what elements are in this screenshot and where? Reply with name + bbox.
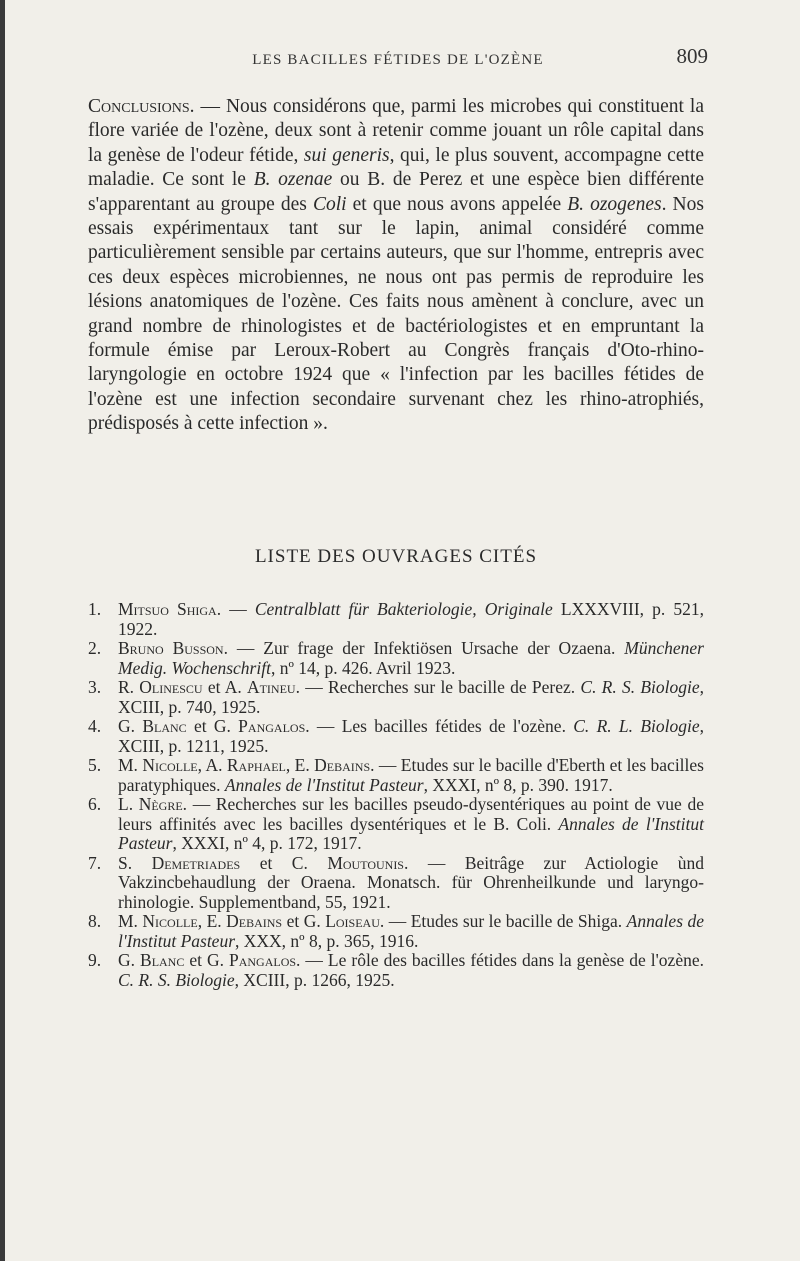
reference-text: S.: [118, 852, 152, 873]
reference-author: Debains: [226, 911, 283, 931]
reference-number: 4.: [88, 716, 102, 736]
reference-source: C. R. S. Biologie: [118, 969, 235, 990]
reference-text: G.: [118, 716, 143, 736]
reference-text: , XCIII, p. 740, 1925.: [118, 677, 704, 717]
conclusions-text: , qui, le plus souvent, accompagne cette maladie. Ce sont le: [88, 144, 704, 191]
conclusions-text: ou B. de Perez et une espèce bien différente s'apparentant au groupe des: [88, 169, 705, 215]
reference-text: — Le rôle des bacilles fétides dans la genèse de l'ozène.: [300, 950, 704, 970]
reference-text: G.: [118, 950, 141, 970]
reference-text: , A.: [197, 755, 227, 775]
reference-author: Blanc: [140, 950, 185, 970]
bibliography-title: LISTE DES OUVRAGES CITÉS: [254, 546, 538, 567]
reference-text: , XXXI, nº 8, p. 390. 1917.: [423, 774, 613, 795]
reference-author: Demetriades: [151, 852, 241, 873]
reference-text: — Etudes sur le bacille d'Eberth et les bacilles paratyphiques.: [118, 755, 704, 795]
reference-item: [88, 639, 704, 678]
conclusions-italic: B. ozenae: [253, 169, 333, 191]
reference-item: [88, 756, 704, 795]
reference-number: 5.: [88, 755, 102, 775]
conclusions-text: — Nous considérons que, parmi les microbes qui constituent la flore variée de l'ozène, deux sont à retenir comme jouant un rôle capital dans la genèse de l'odeur fétide,: [88, 96, 704, 166]
reference-author: Nicolle: [142, 911, 198, 931]
reference-source: Annales de l'Institut Pasteur: [224, 774, 424, 795]
conclusions-text: et que nous avons appelée: [346, 193, 568, 215]
reference-author: Debains.: [314, 755, 375, 775]
reference-text: — Etudes sur le bacille de Shiga.: [384, 911, 627, 931]
reference-author: Pangalos.: [238, 716, 310, 736]
reference-source: Annales de l'Institut Pasteur: [118, 813, 705, 853]
reference-item: [88, 795, 704, 854]
reference-author: Moutounis.: [327, 852, 409, 873]
page-header: [88, 44, 708, 78]
reference-source: C. R. L. Biologie: [573, 716, 700, 736]
reference-text: et G.: [282, 911, 326, 931]
page-number: 809: [676, 44, 708, 68]
reference-text: et C.: [240, 852, 328, 873]
reference-author: Olinescu: [139, 677, 203, 697]
reference-text: M.: [118, 911, 143, 931]
reference-source: Münchener Medig. Wochenschrift: [118, 638, 704, 678]
reference-author: Nicolle: [142, 755, 198, 775]
reference-number: 2.: [88, 638, 102, 658]
reference-item: [88, 678, 704, 717]
reference-author: Pangalos.: [228, 950, 301, 970]
reference-author: Nègre.: [138, 794, 188, 814]
reference-text: , XXX, nº 8, p. 365, 1916.: [235, 930, 419, 951]
reference-text: , XCIII, p. 1266, 1925.: [234, 969, 395, 990]
reference-author: Blanc: [142, 716, 187, 736]
reference-author: Mitsuo Shiga.: [118, 599, 222, 619]
reference-number: 1.: [88, 599, 102, 619]
reference-author: Loiseau.: [325, 911, 385, 931]
reference-item: [88, 717, 704, 756]
conclusions-italic: Coli: [312, 193, 347, 215]
page-binding-edge: [0, 0, 5, 1261]
reference-text: — Recherches sur les bacilles pseudo-dysentériques au point de vue de leurs affinités avec les bacilles dysentériques et le B. Coli.: [118, 794, 704, 834]
reference-list: [88, 600, 704, 990]
conclusions-text: . Nos essais expérimentaux tant sur le lapin, animal considéré comme particulièrement sensible par certains auteurs, que sur l'homme, entrepris avec ces deux espèces microbiennes, ne nous ont pas permis de reproduire les lésions anatomiques de l'ozène. Ces faits nous amènent à conclure, avec un grand nombre de rhinologistes et de bactériologistes et en empruntant la formule émise par Leroux-Robert au Congrès français d'Oto-rhino-laryngologie en octobre 1924 que « l'infection par les bacilles fétides de l'ozène est une infection secondaire survenant chez les rhino-atrophiés, prédisposés à cette infection ».: [88, 193, 704, 435]
reference-number: 6.: [88, 794, 102, 814]
reference-item: [88, 854, 704, 913]
reference-number: 7.: [88, 852, 102, 873]
reference-item: [88, 600, 704, 639]
reference-source: Centralblatt für Bakteriologie, Originale: [254, 599, 553, 619]
conclusions-paragraph: [88, 95, 704, 437]
reference-text: , XCIII, p. 1211, 1925.: [118, 716, 704, 756]
reference-text: et G.: [186, 716, 239, 736]
conclusions-lead: Conclusions.: [88, 96, 195, 117]
reference-number: 9.: [88, 950, 102, 970]
reference-number: 8.: [88, 911, 102, 931]
reference-text: — Zur frage der Infektiösen Ursache der Ozaena.: [227, 638, 625, 658]
reference-author: Raphael: [226, 755, 286, 775]
reference-author: Atineu.: [246, 677, 300, 697]
reference-text: et G.: [184, 950, 229, 970]
reference-text: LXXXVIII, p. 521, 1922.: [118, 599, 704, 639]
reference-source: Annales de l'Institut Pasteur: [118, 911, 704, 951]
conclusions-italic: sui generis: [303, 144, 390, 166]
reference-item: [88, 951, 704, 990]
reference-text: M.: [118, 755, 143, 775]
reference-number: 3.: [88, 677, 102, 697]
reference-text: , XXXI, nº 4, p. 172, 1917.: [172, 833, 362, 853]
reference-source: C. R. S. Biologie: [580, 677, 700, 697]
reference-author: Bruno Busson.: [118, 638, 228, 658]
reference-text: , E.: [197, 911, 227, 931]
reference-text: — Beitrâge zur Actiologie ùnd Vakzincbehaudlung der Oraena. Monatsch. für Ohrenheilkunde und laryngo-rhinologie. Supplementband, 55, 1921.: [118, 852, 704, 912]
conclusions-italic: B. ozogenes: [567, 193, 662, 215]
reference-text: , E.: [285, 755, 315, 775]
reference-text: L.: [118, 794, 139, 814]
reference-item: [88, 912, 704, 951]
reference-text: —: [221, 599, 255, 619]
reference-text: , nº 14, p. 426. Avril 1923.: [270, 657, 456, 678]
reference-text: R.: [118, 677, 140, 697]
reference-text: et A.: [202, 677, 247, 697]
running-title: LES BACILLES FÉTIDES DE L'OZÈNE: [252, 52, 544, 68]
reference-text: — Les bacilles fétides de l'ozène.: [309, 716, 574, 736]
reference-text: — Recherches sur le bacille de Perez.: [299, 677, 581, 697]
